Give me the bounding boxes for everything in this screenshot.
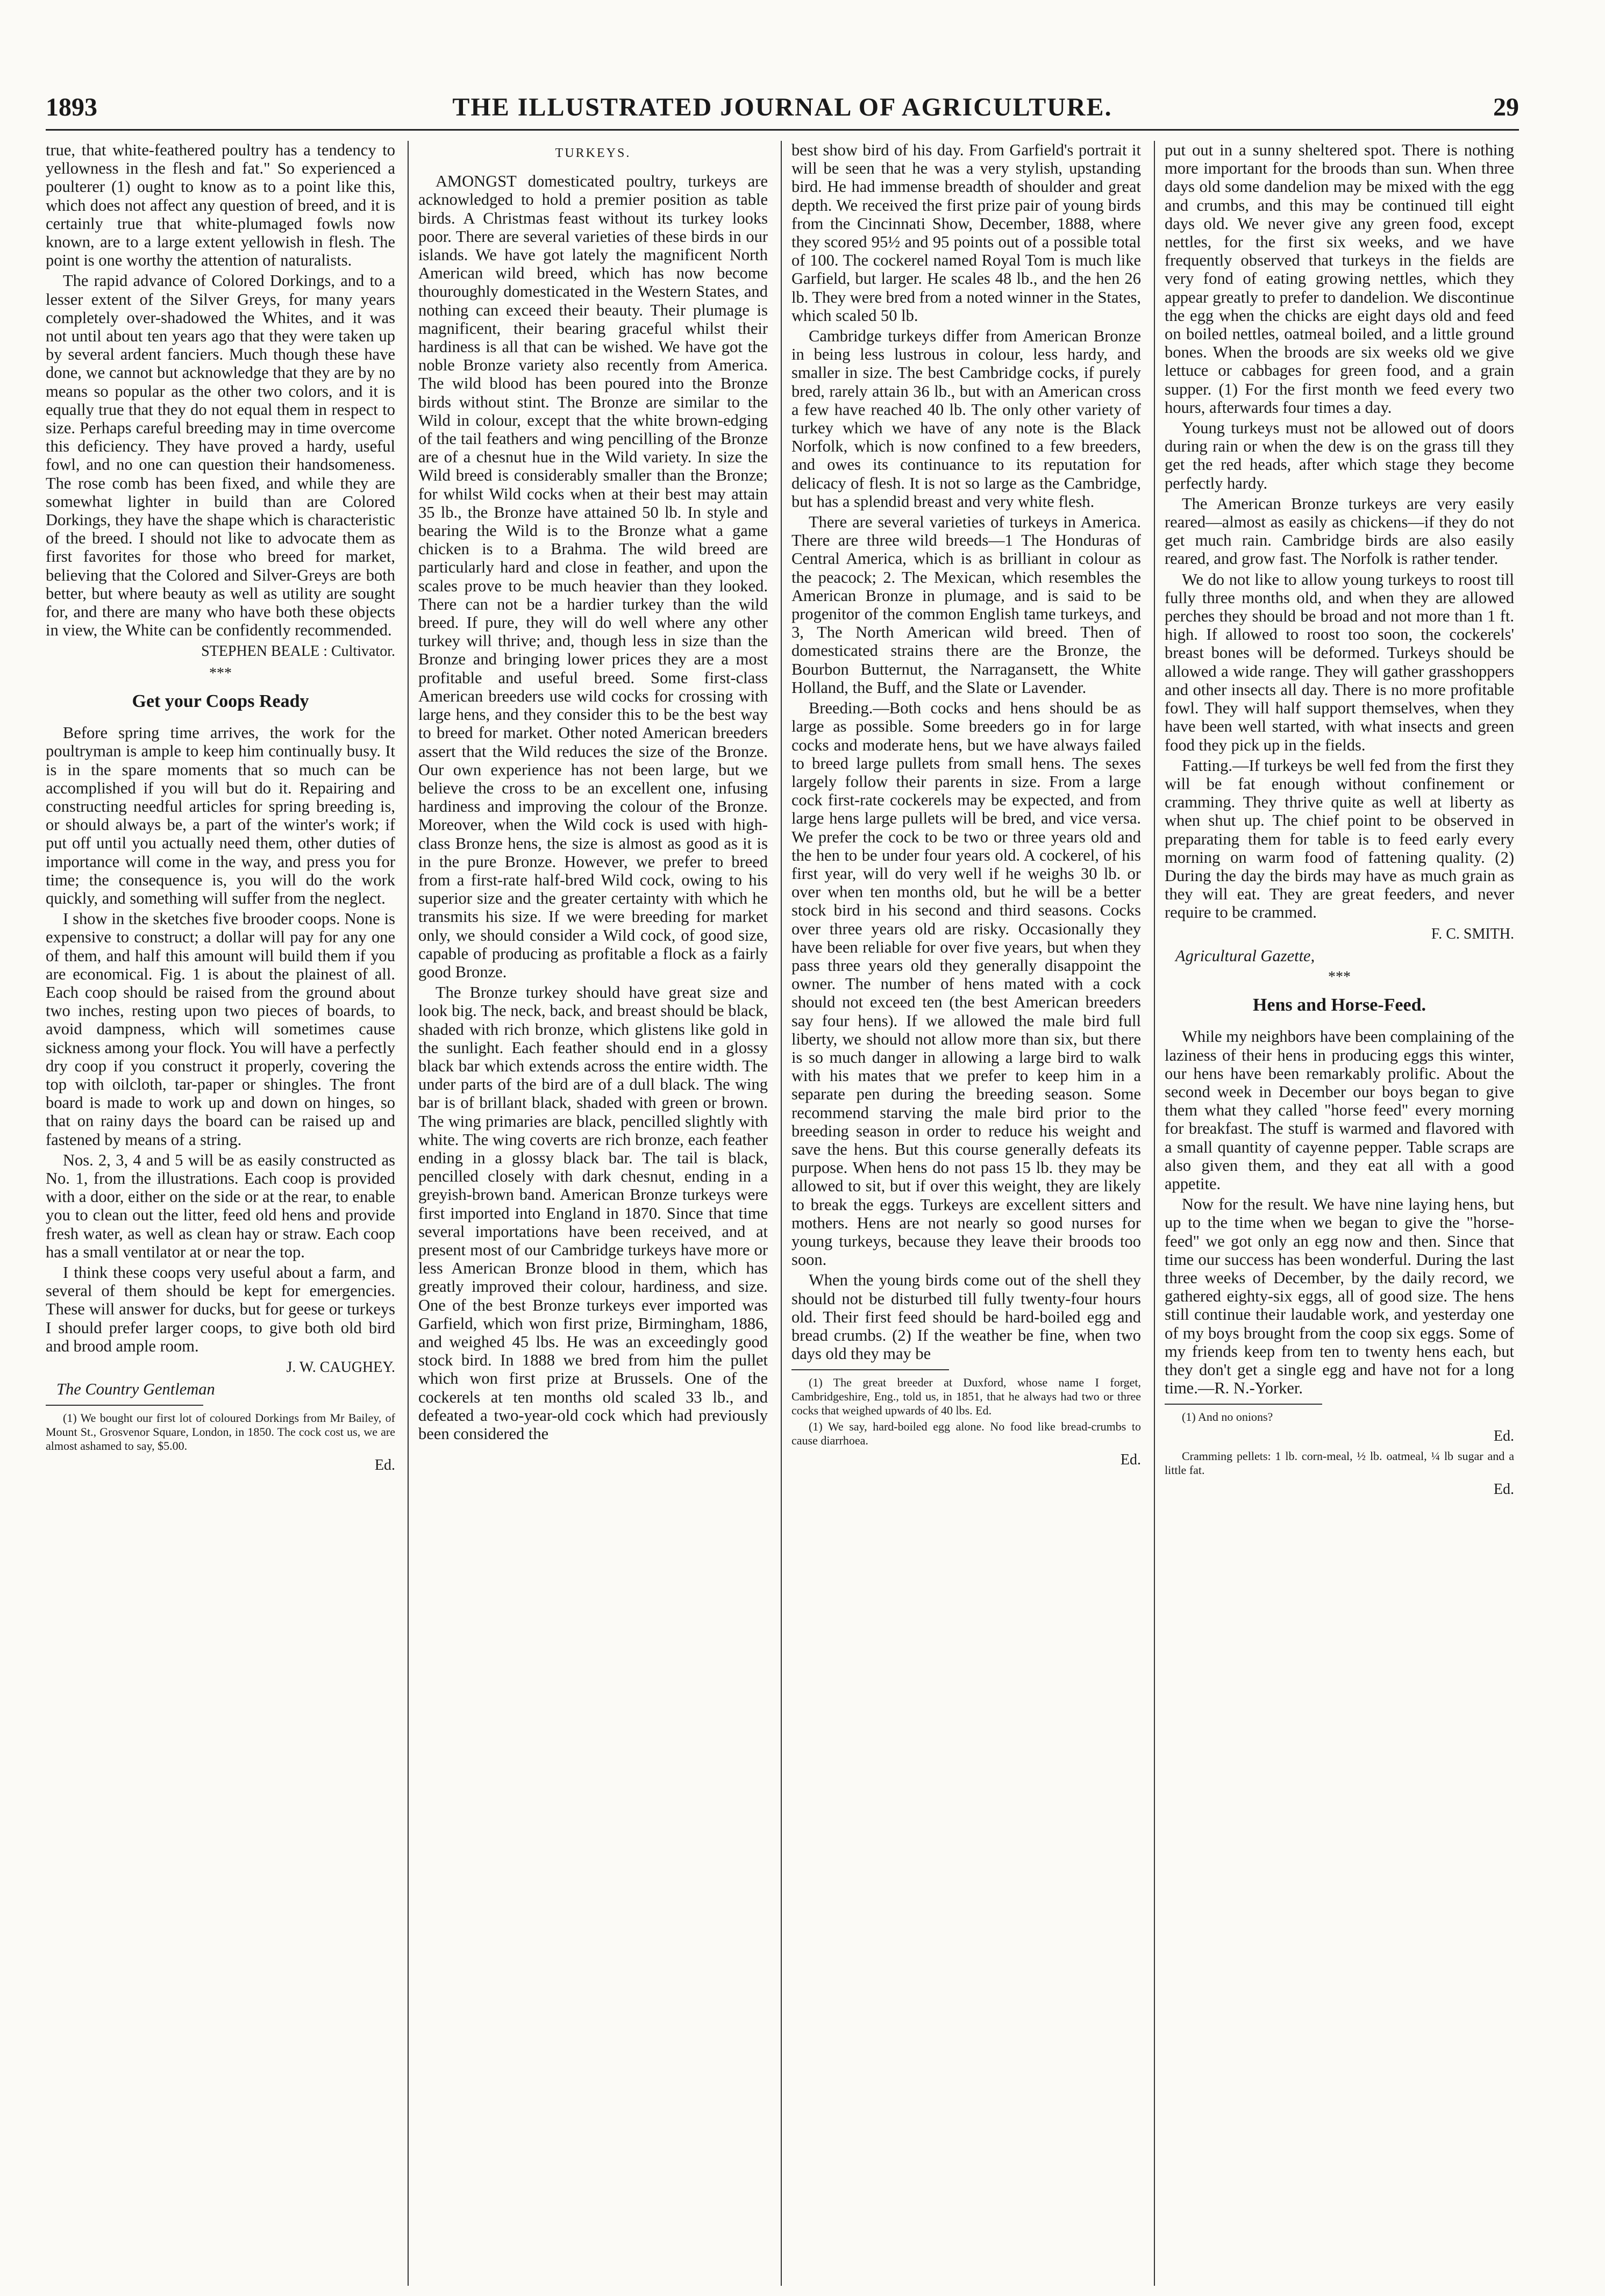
- article-title: TURKEYS.: [555, 146, 631, 160]
- footnote-divider: [46, 1405, 203, 1406]
- column-rule: [781, 141, 782, 2286]
- page-number: 29: [1493, 93, 1519, 121]
- column-rule: [1154, 141, 1155, 2286]
- paragraph: best show bird of his day. From Garfield's portrait it will be seen that he was a very stylish, upstanding bird. He had immense breadth of shoulder and great depth. We received the first prize pair of young birds from the Cincinnati Show, December, 1888, where they scored 95½ and 95 points out of a possible total of 100. The cockerel named Royal Tom is much like Garfield, but larger. He scales 48 lb., and the hen 26 lb. They were bred from a noted winner in the States, which scaled 50 lb.: [791, 141, 1141, 325]
- paragraph: There are several varieties of turkeys in America. There are three wild breeds—1 The Honduras of Central America, which is as brilliant in colour as the peacock; 2. The Mexican, which resembles the American Bronze in plumage, and is said to be progenitor of the common English tame turkeys, and 3, The North American wild breed. Then of domesticated strains there are the Bronze, the Bourbon Butternut, the Narragansett, the White Holland, the Buff, and the Slate or Lavender.: [791, 513, 1141, 697]
- paragraph: I think these coops very useful about a farm, and several of them should be kept for emergencies. These will answer for ducks, but for geese or turkeys I should prefer larger coops, to give both old bird and brood ample room.: [46, 1263, 395, 1355]
- paragraph: Now for the result. We have nine laying hens, but up to the time when we began to give the "horse-feed" we got only an egg now and then. Since that time our success has been wonderful. During the last three weeks of December, by the daily record, we gathered eighty-six eggs, all of good size. The hens still continue their laudable work, and yesterday one of my boys brought from the coop six eggs. Some of my friends keep from ten to twenty hens each, but they don't get a single egg and have not for a long time.—R. N.-Yorker.: [1165, 1195, 1514, 1398]
- page-year: 1893: [46, 93, 97, 121]
- footnote-divider: [1165, 1404, 1322, 1405]
- paragraph: Fatting.—If turkeys be well fed from the first they will be fat enough without confinement or cramming. They thrive quite as well at liberty as when shut up. The chief point to be observed in preparating them for table is to feed early every morning on warm food of fattening quality. (2) During the day the birds may have as much grain as they will eat. They are great feeders, and never require to be crammed.: [1165, 756, 1514, 922]
- column-1: [46, 141, 395, 2286]
- footnote-divider: [791, 1369, 949, 1370]
- source-credit: The Country Gentleman: [56, 1380, 215, 1399]
- byline: J. W. CAUGHEY.: [286, 1359, 395, 1376]
- paragraph: Cambridge turkeys differ from American Bronze in being less lustrous in colour, less hardy, and smaller in size. The best Cambridge cocks, if purely bred, rarely attain 36 lb., but with an American cross a few have reached 40 lb. The only other variety of turkey which we have of any note is the Black Norfolk, which is now confined to a few breeders, and owes its continuance to its reputation for delicacy of flesh. It is not so large as the Cambridge, but has a splendid breast and very white flesh.: [791, 327, 1141, 511]
- column-rule: [408, 141, 409, 2286]
- source-credit: Agricultural Gazette,: [1175, 946, 1315, 965]
- paragraph: Before spring time arrives, the work for the poultryman is ample to keep him continually busy. It is in the spare moments that so much can be accomplished if you will but do it. Repairing and constructing needful articles for spring breeding is, or should always be, a part of the winter's work; if put off until you actually need them, other duties of importance will come in the way, and press you for time; the consequence is, you will do the work quickly, and something will suffer from the neglect.: [46, 724, 395, 907]
- journal-title: THE ILLUSTRATED JOURNAL OF AGRICULTURE.: [452, 93, 1112, 121]
- page-header: [46, 91, 1519, 131]
- article-title: Get your Coops Ready: [132, 691, 309, 711]
- article-title: Hens and Horse-Feed.: [1252, 995, 1426, 1015]
- footnote-editor-mark: Ed.: [374, 1457, 395, 1474]
- paragraph: AMONGST domesticated poultry, turkeys are acknowledged to hold a premier position as table birds. A Christmas feast without its turkey looks poor. There are several varieties of these birds in our islands. We have got lately the magnificent North American wild breed, which has now become thouroughly domesticated in the Western States, and nothing can exceed their beauty. Their plumage is magnificent, their bearing graceful whilst their hardiness is all that can be wished. We have got the noble Bronze variety also recently from America. The wild blood has been poured into the Bronze birds without stint. The Bronze are similar to the Wild in colour, except that the white brown-edging of the tail feathers and wing pencilling of the Bronze are of a chesnut hue in the Wild variety. In size the Wild breed is considerably smaller than the Bronze; for whilst Wild cocks when at their best may attain 35 lb., the Bronze have attained 50 lb. In style and bearing the Wild is to the Bronze what a game chicken is to a Brahma. The wild breed are particularly hard and close in feather, and upon the scales prove to be much heavier than they looked. There can not be a hardier turkey than the wild breed. If pure, they will do well where any other turkey will thrive; and, though less in size than the Bronze and bringing lower prices they are a most profitable and useful breed. Some first-class American breeders use wild cocks for crossing with large hens, and they consider this to be the best way to breed for market. Other noted American breeders assert that the Wild reduces the size of the Bronze. Our own experience has not been large, but we believe the cross to be an excellent one, infusing hardiness and improving the colour of the Bronze. Moreover, when the Wild cock is used with high-class Bronze hens, the size is almost as good as it is in the pure Bronze. However, we prefer to breed from a first-rate half-bred Wild cock, owing to his superior size and the greater certainty with which he transmits his size. If we were breeding for market only, we should consider a Wild cock, of good size, capable of producing as profitable a flock as a fairly good Bronze.: [418, 172, 768, 981]
- column-2: [418, 141, 768, 2286]
- column-4: [1165, 141, 1514, 2286]
- paragraph: When the young birds come out of the shell they should not be disturbed till fully twenty-four hours old. Their first feed should be hard-boiled egg and bread crumbs. (2) If the weather be fine, when two days old they may be: [791, 1271, 1141, 1363]
- footnote: Cramming pellets: 1 lb. corn-meal, ½ lb. oatmeal, ¼ lb sugar and a little fat.: [1165, 1449, 1514, 1477]
- paragraph: Nos. 2, 3, 4 and 5 will be as easily constructed as No. 1, from the illustrations. Each coop is provided with a door, either on the side or at the rear, to enable you to clean out the litter, feed old hens and provide fresh water, as well as clean hay or straw. Each coop has a small ventilator at or near the top.: [46, 1150, 395, 1261]
- footnote: (1) And no onions?: [1182, 1410, 1273, 1424]
- paragraph: true, that white-feathered poultry has a tendency to yellowness in the flesh and fat." So experienced a poulterer (1) ought to know as to a point like this, which does not affect any question of breed, and it is certainly true that white-plumaged fowls now known, are to a large extent yellowish in flesh. The point is one worthy the attention of naturalists.: [46, 141, 395, 270]
- section-separator: ***: [1328, 968, 1351, 985]
- footnote-editor-mark: Ed.: [1493, 1480, 1514, 1498]
- byline: STEPHEN BEALE : Cultivator.: [201, 643, 395, 660]
- paragraph: put out in a sunny sheltered spot. There is nothing more important for the broods than sun. When three days old some dandelion may be mixed with the egg and crumbs, and this may be continued till eight days old. We never give any green food, except nettles, for the first six weeks, and we have frequently observed that turkeys in the fields are very fond of eating growing nettles, which they appear greatly to prefer to dandelion. We discontinue the egg when the chicks are eight days old and feed on boiled nettles, oatmeal boiled, and a little ground bones. When the broods are six weeks old we give lettuce or cabbages for green food, and a grain supper. (1) For the first month we feed every two hours, afterwards four times a day.: [1165, 141, 1514, 417]
- column-3: [791, 141, 1141, 2286]
- footnote: (1) We say, hard-boiled egg alone. No food like bread-crumbs to cause diarrhoea.: [791, 1420, 1141, 1448]
- paragraph: I show in the sketches five brooder coops. None is expensive to construct; a dollar will pay for any one of them, and half this amount will build them if you are economical. Fig. 1 is about the plainest of all. Each coop should be raised from the ground about two inches, resting upon two pieces of boards, to avoid dampness, which will sometimes cause sickness among your flock. You will have a perfectly dry coop if you construct it properly, covering the top with oilcloth, tar-paper or shingles. The front board is made to work up and down on hinges, so that on rainy days the board can be raised up and fastened by means of a string.: [46, 910, 395, 1149]
- paragraph: Young turkeys must not be allowed out of doors during rain or when the dew is on the grass till they get the red heads, after which stage they become perfectly hardy.: [1165, 419, 1514, 492]
- footnote-editor-mark: Ed.: [1493, 1428, 1514, 1445]
- byline: F. C. SMITH.: [1431, 925, 1514, 942]
- paragraph: While my neighbors have been complaining of the laziness of their hens in producing eggs this winter, our hens have been remarkably prolific. About the second week in December our boys began to give them what they called "horse feed" every morning for breakfast. The stuff is warmed and flavored with a small quantity of cayenne pepper. Table scraps are also given them, and they eat all with a good appetite.: [1165, 1027, 1514, 1193]
- footnote-editor-mark: Ed.: [1120, 1451, 1141, 1469]
- paragraph: The Bronze turkey should have great size and look big. The neck, back, and breast should be black, shaded with rich bronze, which glistens like gold in the sunlight. Each feather should end in a glossy black bar which extends across the entire width. The under parts of the bird are of a dull black. The wing bar is of brillant black, shaded with green or brown. The wing primaries are black, pencilled slightly with white. The wing coverts are rich bronze, each feather ending in a glossy black bar. The tail is black, pencilled closely with dark chesnut, ending in a greyish-brown band. American Bronze turkeys were first imported into England in 1870. Since that time several importations have been received, and at present most of our Cambridge turkeys have more or less American Bronze blood in them, which has greatly improved their colour, hardiness, and size. One of the best Bronze turkeys ever imported was Garfield, which won first prize, Birmingham, 1886, and weighed 45 lbs. He was an exceedingly good stock bird. In 1888 we bred from him the pullet which won first prize at Brussels. One of the cockerels at ten months old scaled 33 lb., and defeated a two-year-old cock which had previously been considered the: [418, 983, 768, 1443]
- paragraph: We do not like to allow young turkeys to roost till fully three months old, and when they are allowed perches they should be broad and not more than 1 ft. high. If allowed to roost too soon, the cockerels' breast bones will be deformed. Turkeys should be allowed a wide range. They will gather grasshoppers and other insects all day. There is no more profitable fowl. They will half support themselves, when they have been well started, with what insects and green food they pick up in the fields.: [1165, 570, 1514, 754]
- paragraph: The American Bronze turkeys are very easily reared—almost as easily as chickens—if they do not get much rain. Cambridge birds are also easily reared, and grow fast. The Norfolk is rather tender.: [1165, 494, 1514, 568]
- paragraph: Breeding.—Both cocks and hens should be as large as possible. Some breeders go in for large cocks and moderate hens, but we have always failed to breed large pullets from small hens. The sexes largely follow their parents in size. From a large cock first-rate cockerels may be expected, and from large hens large pullets will be bred, and vice versa. We prefer the cock to be two or three years old and the hen to be under four years old. A cockerel, of his first year, will do very well if he weighs 30 lb. or over when ten months old, but he will be a better stock bird in his second and third seasons. Cocks over three years old are risky. Occasionally they have been reliable for over five years, but when they pass three years old they generally disappoint the owner. The number of hens mated with a cock should not exceed ten (the best American breeders say four hens). If we allowed the male bird full liberty, we should not allow more than six, but there is so much danger in allowing a large bird to walk with his mates that we prefer to keep him in a separate pen during the breeding season. Some recommend starving the male bird prior to the breeding season in order to reduce his weight and save the hens. But this course generally defeats its purpose. When hens do not pass 15 lb. they may be allowed to sit, but if over this weight, they are likely to break the eggs. Turkeys are excellent sitters and mothers. Hens are not nearly so good nurses for young turkeys, because they leave their broods too soon.: [791, 699, 1141, 1269]
- section-separator: ***: [209, 664, 232, 682]
- paragraph: The rapid advance of Colored Dorkings, and to a lesser extent of the Silver Greys, for many years completely over-shadowed the Whites, and it was not until about ten years ago that they were taken up by several ardent fanciers. Much though these have done, we cannot but acknowledge that they are by no means so popular as the other two colors, and it is equally true that they do not equal them in respect to size. Perhaps careful breeding may in time overcome this deficiency. They have proved a hardy, useful fowl, and no one can question their handsomeness. The rose comb has been fixed, and while they are somewhat lighter in build than are Colored Dorkings, they have the shape which is characteristic of the breed. I should not like to advocate them as first favorites for those who breed for market, believing that the Colored and Silver-Greys are both better, but where beauty as well as utility are sought for, and there are many who have both these objects in view, the White can be confidently recommended.: [46, 271, 395, 640]
- footnote: (1) The great breeder at Duxford, whose name I forget, Cambridgeshire, Eng., told us, in 1851, that he always had two or three cocks that weighed upwards of 40 lbs. Ed.: [791, 1376, 1141, 1418]
- footnote: (1) We bought our first lot of coloured Dorkings from Mr Bailey, of Mount St., Grosvenor Square, London, in 1850. The cock cost us, we are almost ashamed to say, $5.00.: [46, 1411, 395, 1453]
